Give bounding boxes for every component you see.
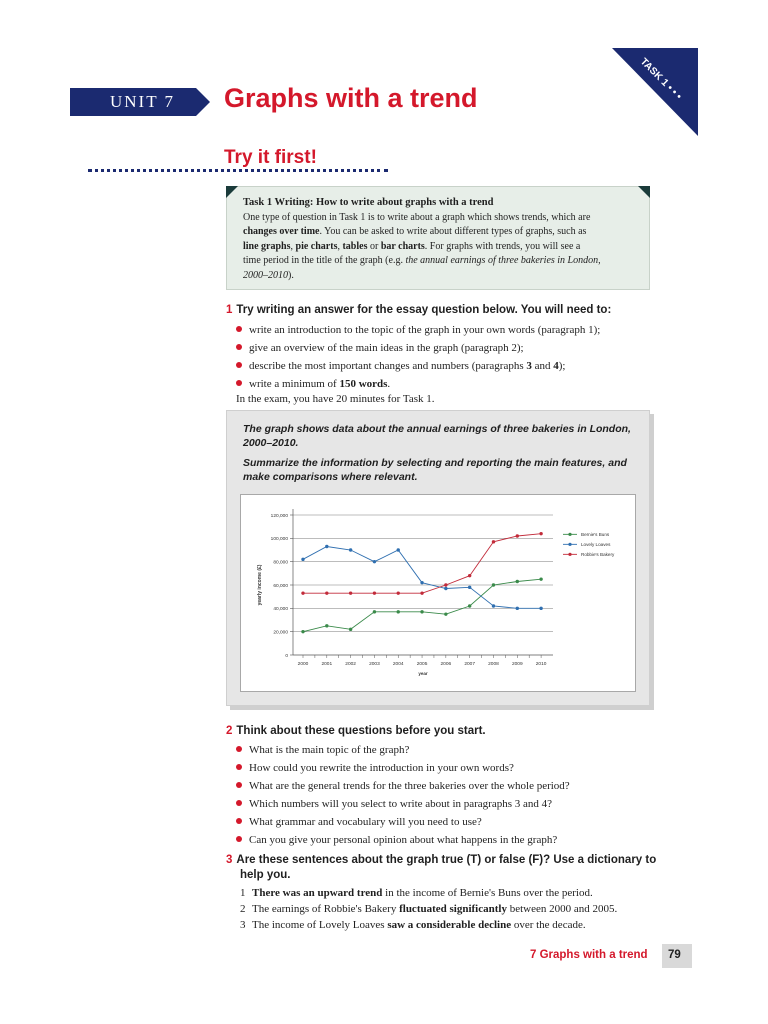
task-corner-label: TASK 1 • • • (637, 56, 684, 103)
data-point (301, 558, 304, 561)
essay-prompt-line: The graph shows data about the annual earnings of three bakeries in London, 2000–2010. (243, 423, 631, 449)
data-point (516, 534, 519, 537)
data-point (444, 587, 447, 590)
x-tick-label: 2010 (535, 662, 547, 667)
question-1-heading: 1 Try writing an answer for the essay question below. You will need to: (226, 304, 612, 316)
data-point (325, 545, 328, 548)
data-point (325, 624, 328, 627)
data-point (349, 548, 352, 551)
data-point (397, 548, 400, 551)
box-corner-left (226, 186, 238, 198)
data-point (444, 612, 447, 615)
y-tick-label: 120,000 (270, 513, 288, 519)
section-divider (88, 169, 388, 172)
legend-marker (568, 553, 571, 556)
data-point (301, 591, 304, 594)
data-point (373, 591, 376, 594)
list-item: write a minimum of 150 words. (236, 377, 390, 391)
y-tick-label: 40,000 (273, 607, 288, 613)
x-tick-label: 2008 (488, 662, 499, 667)
data-point (420, 581, 423, 584)
list-item: What are the general trends for the three bakeries over the whole period? (236, 779, 570, 793)
section-title: Try it first! (224, 147, 317, 168)
data-point (539, 532, 542, 535)
y-tick-label: 100,000 (270, 537, 288, 543)
data-point (444, 583, 447, 586)
statement-item: 1 There was an upward trend in the income of Bernie's Buns over the period. (240, 887, 593, 899)
footer-label: 7 Graphs with a trend (530, 949, 648, 961)
series-line (303, 547, 541, 609)
page-number: 79 (668, 949, 681, 961)
bullet-icon (236, 764, 242, 770)
task-info-line: time period in the title of the graph (e.g. the annual earnings of three bakeries in London, (243, 255, 601, 266)
x-tick-label: 2006 (440, 662, 452, 667)
bullet-icon (236, 746, 242, 752)
task-info-line: One type of question in Task 1 is to write about a graph which shows trends, which are (243, 211, 591, 223)
list-item: Which numbers will you select to write about in paragraphs 3 and 4? (236, 797, 552, 811)
legend-label: Lovely Loaves (581, 542, 611, 548)
data-point (468, 586, 471, 589)
unit-banner-arrow (196, 88, 210, 116)
data-point (373, 610, 376, 613)
chart-frame (240, 494, 636, 692)
data-point (539, 577, 542, 580)
x-tick-label: 2002 (345, 662, 356, 667)
bullet-icon (236, 782, 242, 788)
task-info-heading: Task 1 Writing: How to write about graphs with a trend (243, 197, 494, 208)
list-item: write an introduction to the topic of the graph in your own words (paragraph 1); (236, 323, 600, 337)
data-point (492, 583, 495, 586)
data-point (325, 591, 328, 594)
bullet-icon (236, 326, 242, 332)
legend-marker (568, 543, 571, 546)
bullet-icon (236, 344, 242, 350)
x-tick-label: 2009 (511, 662, 523, 667)
data-point (516, 607, 519, 610)
data-point (539, 607, 542, 610)
task-corner-tab (612, 48, 698, 136)
list-item: give an overview of the main ideas in the graph (paragraph 2); (236, 341, 524, 355)
y-tick-label: 60,000 (273, 583, 288, 589)
unit-label: UNIT 7 (110, 92, 176, 111)
line-chart (241, 495, 635, 691)
legend-marker (568, 533, 571, 536)
statement-item: 2 The earnings of Robbie's Bakery fluctuated significantly between 2000 and 2005. (240, 903, 618, 915)
task-info-line: 2000–2010). (243, 269, 294, 281)
data-point (349, 628, 352, 631)
bullet-icon (236, 836, 242, 842)
statement-item: 3 The income of Lovely Loaves saw a considerable decline over the decade. (240, 919, 586, 931)
data-point (420, 591, 423, 594)
data-point (492, 540, 495, 543)
list-item: Can you give your personal opinion about what happens in the graph? (236, 833, 557, 847)
y-tick-label: 20,000 (273, 630, 288, 636)
data-point (373, 560, 376, 563)
list-item: What grammar and vocabulary will you need to use? (236, 815, 482, 829)
bullet-icon (236, 380, 242, 386)
exam-note: In the exam, you have 20 minutes for Task 1. (236, 393, 435, 405)
data-point (468, 604, 471, 607)
data-point (397, 591, 400, 594)
data-point (516, 580, 519, 583)
bullet-icon (236, 800, 242, 806)
task-info-line: line graphs, pie charts, tables or bar charts. For graphs with trends, you will see a (243, 240, 581, 252)
question-3-heading-cont: help you. (240, 869, 291, 881)
x-tick-label: 2001 (321, 662, 333, 667)
x-tick-label: 2000 (297, 662, 309, 667)
x-axis-label: year (418, 671, 428, 676)
bullet-icon (236, 362, 242, 368)
x-tick-label: 2005 (416, 662, 428, 667)
page-title: Graphs with a trend (224, 83, 478, 113)
list-item: describe the most important changes and numbers (paragraphs 3 and 4); (236, 359, 565, 373)
essay-prompt (243, 422, 638, 484)
y-axis-label: yearly income (£) (257, 564, 263, 606)
data-point (349, 591, 352, 594)
data-point (492, 604, 495, 607)
x-tick-label: 2007 (464, 662, 476, 667)
series-line (303, 579, 541, 632)
data-point (468, 574, 471, 577)
bullet-icon (236, 818, 242, 824)
question-2-heading: 2 Think about these questions before you start. (226, 725, 486, 737)
list-item: How could you rewrite the introduction in your own words? (236, 761, 514, 775)
question-3-heading: 3 Are these sentences about the graph true (T) or false (F)? Use a dictionary to (226, 854, 657, 866)
data-point (301, 630, 304, 633)
y-tick-label: 0 (285, 653, 288, 659)
legend-label: Bernie's Buns (581, 532, 610, 538)
x-tick-label: 2004 (392, 662, 404, 667)
legend-label: Robbie's Bakery (581, 552, 615, 558)
task-info-text (243, 196, 637, 283)
y-tick-label: 80,000 (273, 560, 288, 566)
data-point (420, 610, 423, 613)
x-tick-label: 2003 (369, 662, 380, 667)
essay-prompt-line: Summarize the information by selecting and reporting the main features, and make comparisons where relevant. (243, 457, 627, 483)
task-info-line: changes over time. You can be asked to write about different types of graphs, such as (243, 226, 587, 237)
data-point (397, 610, 400, 613)
list-item: What is the main topic of the graph? (236, 743, 409, 757)
box-corner-right (638, 186, 650, 198)
